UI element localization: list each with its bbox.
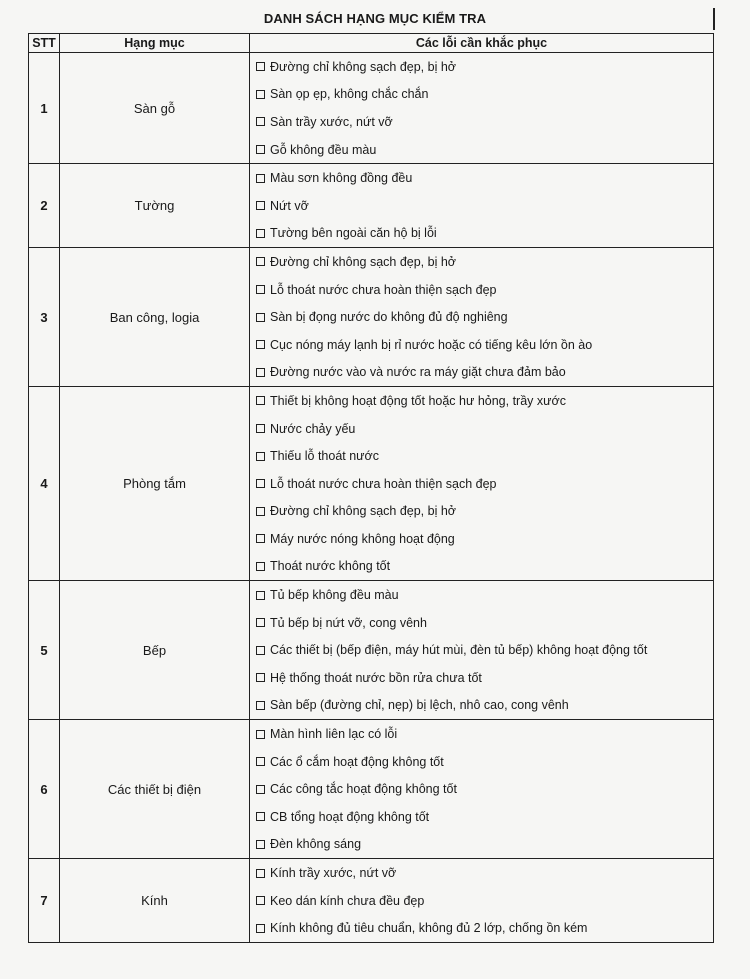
issue-item — [250, 692, 713, 720]
issue-text: Tủ bếp bị nứt vỡ, cong vênh — [270, 615, 427, 630]
table-row — [29, 248, 714, 387]
issue-item — [250, 887, 713, 915]
checkbox-icon — [256, 507, 265, 516]
issue-item — [250, 470, 713, 498]
issue-item — [250, 525, 713, 553]
issue-text: Nứt vỡ — [270, 198, 309, 213]
checkbox-icon — [256, 591, 265, 600]
issue-item — [250, 775, 713, 803]
checkbox-icon — [256, 673, 265, 682]
issues-cell — [250, 720, 714, 859]
checkbox-icon — [256, 340, 265, 349]
checkbox-icon — [256, 62, 265, 71]
issue-text: Kính không đủ tiêu chuẩn, không đủ 2 lớp, chống ồn kém — [270, 921, 588, 936]
issue-text: Màu sơn không đồng đều — [270, 171, 413, 186]
issue-text: Các thiết bị (bếp điện, máy hút mùi, đèn tủ bếp) không hoạt động tốt — [270, 643, 648, 658]
issue-text: CB tổng hoạt động không tốt — [270, 809, 430, 824]
header-stt: STT — [29, 34, 60, 53]
checkbox-icon — [256, 117, 265, 126]
category-name: Phòng tắm — [60, 387, 250, 581]
issue-item — [250, 609, 713, 637]
issue-item — [250, 803, 713, 831]
table-row — [29, 720, 714, 859]
checkbox-icon — [256, 869, 265, 878]
issues-cell — [250, 859, 714, 943]
checkbox-icon — [256, 840, 265, 849]
issue-text: Đường chỉ không sạch đẹp, bị hở — [270, 504, 456, 519]
table-row — [29, 53, 714, 164]
issue-item — [250, 664, 713, 692]
checkbox-icon — [256, 730, 265, 739]
checkbox-icon — [256, 229, 265, 238]
category-name: Ban công, logia — [60, 248, 250, 387]
checkbox-icon — [256, 479, 265, 488]
table-row — [29, 581, 714, 720]
checkbox-icon — [256, 896, 265, 905]
issue-text: Sàn bị đọng nước do không đủ độ nghiêng — [270, 310, 508, 325]
checkbox-icon — [256, 285, 265, 294]
header-category: Hạng mục — [60, 34, 250, 53]
issues-cell — [250, 581, 714, 720]
issue-item — [250, 498, 713, 526]
inspection-table — [28, 33, 714, 943]
category-name: Các thiết bị điện — [60, 720, 250, 859]
checkbox-icon — [256, 90, 265, 99]
issue-text: Keo dán kính chưa đều đẹp — [270, 893, 425, 908]
checkbox-icon — [256, 924, 265, 933]
issue-item — [250, 748, 713, 776]
category-name: Bếp — [60, 581, 250, 720]
row-number: 1 — [29, 53, 60, 164]
issue-item — [250, 636, 713, 664]
issue-text: Các công tắc hoạt động không tốt — [270, 782, 457, 797]
checkbox-icon — [256, 174, 265, 183]
issue-item — [250, 331, 713, 359]
issue-text: Tủ bếp không đều màu — [270, 588, 399, 603]
checkbox-icon — [256, 424, 265, 433]
issue-text: Đường chỉ không sạch đẹp, bị hở — [270, 254, 456, 269]
issue-item — [250, 303, 713, 331]
issue-text: Sàn bếp (đường chỉ, nẹp) bị lệch, nhô cao, cong vênh — [270, 698, 569, 713]
checkbox-icon — [256, 313, 265, 322]
issue-text: Tường bên ngoài căn hộ bị lỗi — [270, 226, 437, 241]
issue-item — [250, 415, 713, 443]
issue-text: Sàn ọp ẹp, không chắc chắn — [270, 87, 429, 102]
checkbox-icon — [256, 701, 265, 710]
checkbox-icon — [256, 534, 265, 543]
issue-text: Thiếu lỗ thoát nước — [270, 449, 379, 464]
issue-text: Cục nóng máy lạnh bị rỉ nước hoặc có tiếng kêu lớn ồn ào — [270, 337, 593, 352]
issue-item — [250, 164, 713, 192]
checkbox-icon — [256, 145, 265, 154]
issues-cell — [250, 387, 714, 581]
checkbox-icon — [256, 618, 265, 627]
issue-item — [250, 136, 713, 164]
issue-item — [250, 53, 713, 81]
issue-item — [250, 108, 713, 136]
checkbox-icon — [256, 396, 265, 405]
issues-cell — [250, 248, 714, 387]
checkbox-icon — [256, 785, 265, 794]
issue-item — [250, 220, 713, 248]
header-row — [29, 34, 714, 53]
issue-item — [250, 553, 713, 581]
category-name: Sàn gỗ — [60, 53, 250, 164]
category-name: Kính — [60, 859, 250, 943]
issue-text: Đèn không sáng — [270, 837, 362, 852]
issue-text: Lỗ thoát nước chưa hoàn thiện sạch đẹp — [270, 282, 497, 297]
checkbox-icon — [256, 757, 265, 766]
issue-item — [250, 720, 713, 748]
header-issues: Các lỗi cần khắc phục — [250, 34, 714, 53]
issue-item — [250, 581, 713, 609]
issues-cell — [250, 164, 714, 248]
row-number: 5 — [29, 581, 60, 720]
row-number: 4 — [29, 387, 60, 581]
issue-text: Màn hình liên lạc có lỗi — [270, 727, 398, 742]
issue-text: Thoát nước không tốt — [270, 559, 391, 574]
checkbox-icon — [256, 646, 265, 655]
issue-text: Nước chảy yếu — [270, 421, 356, 436]
issue-text: Đường chỉ không sạch đẹp, bị hở — [270, 59, 456, 74]
issue-item — [250, 359, 713, 387]
issue-text: Đường nước vào và nước ra máy giặt chưa đảm bảo — [270, 365, 566, 380]
table-row — [29, 387, 714, 581]
issue-item — [250, 192, 713, 220]
checkbox-icon — [256, 562, 265, 571]
issue-text: Máy nước nóng không hoạt động — [270, 531, 455, 546]
checkbox-icon — [256, 452, 265, 461]
issue-item — [250, 859, 713, 887]
issue-item — [250, 442, 713, 470]
issues-cell — [250, 53, 714, 164]
margin-line — [713, 8, 715, 30]
issue-item — [250, 831, 713, 859]
row-number: 2 — [29, 164, 60, 248]
row-number: 7 — [29, 859, 60, 943]
issue-text: Gỗ không đều màu — [270, 142, 377, 157]
document-title: DANH SÁCH HẠNG MỤC KIỂM TRA — [263, 11, 487, 26]
issue-text: Các ổ cắm hoạt động không tốt — [270, 754, 444, 769]
issue-text: Hệ thống thoát nước bồn rửa chưa tốt — [270, 670, 482, 685]
issue-item — [250, 914, 713, 942]
issue-item — [250, 248, 713, 276]
issue-text: Lỗ thoát nước chưa hoàn thiện sạch đẹp — [270, 476, 497, 491]
category-name: Tường — [60, 164, 250, 248]
issue-item — [250, 276, 713, 304]
table-row — [29, 859, 714, 943]
issue-text: Sàn trầy xước, nứt vỡ — [270, 114, 393, 129]
checkbox-icon — [256, 368, 265, 377]
issue-item — [250, 387, 713, 415]
row-number: 3 — [29, 248, 60, 387]
issue-text: Kính trầy xước, nứt vỡ — [270, 866, 397, 881]
checkbox-icon — [256, 257, 265, 266]
row-number: 6 — [29, 720, 60, 859]
checkbox-icon — [256, 812, 265, 821]
table-row — [29, 164, 714, 248]
checkbox-icon — [256, 201, 265, 210]
issue-item — [250, 81, 713, 109]
issue-text: Thiết bị không hoạt động tốt hoặc hư hỏng, trầy xước — [270, 393, 566, 408]
